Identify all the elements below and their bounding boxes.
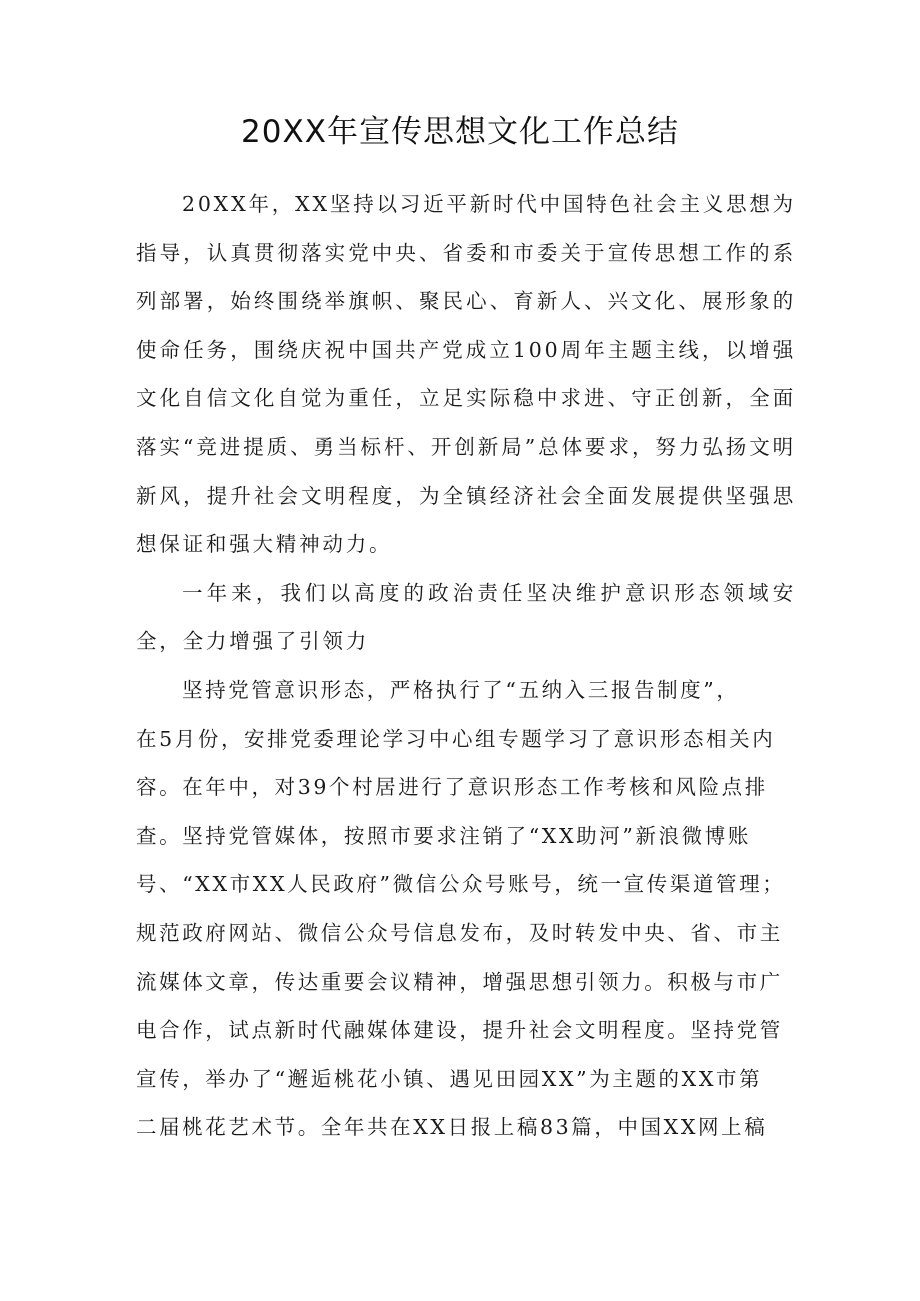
text-line: 宣传，举办了“邂逅桃花小镇、遇见田园XX”为主题的XX市第 [136, 1066, 763, 1091]
text-line: 号、“XX市XX人民政府”微信公众号账号，统一宣传渠道管理； [136, 872, 786, 897]
paragraph-ideology [136, 666, 796, 1152]
text-line: 查。坚持党管媒体，按照市要求注销了“XX助河”新浪微博账 [136, 823, 751, 848]
text-line: 在5月份，安排党委理论学习中心组专题学习了意识形态相关内 [136, 726, 776, 751]
text-line: 流媒体文章，传达重要会议精神，增强思想引领力。积极与市广 [136, 969, 783, 994]
paragraph-intro: 20XX年，XX坚持以习近平新时代中国特色社会主义思想为指导，认真贯彻落实党中央、省委和市委关于宣传思想工作的系列部署，始终围绕举旗帜、聚民心、育新人、兴文化、展形象的使命任务，围绕庆祝中国共产党成立100周年主题主线，以增强文化自信文化自觉为重任，立足实际稳中求进、守正创新，全面落实“竞进提质、勇当标杆、开创新局”总体要求，努力弘扬文明新风，提升社会文明程度，为全镇经济社会全面发展提供坚强思想保证和强大精神动力。 [136, 192, 796, 557]
text-line: 坚持党管意识形态，严格执行了“五纳入三报告制度”， [182, 677, 740, 702]
paragraph-summary: 一年来，我们以高度的政治责任坚决维护意识形态领域安全，全力增强了引领力 [136, 580, 796, 654]
text-line: 规范政府网站、微信公众号信息发布，及时转发中央、省、市主 [136, 920, 783, 945]
document-body [136, 180, 796, 1152]
document-title: 20XX年宣传思想文化工作总结 [241, 114, 679, 150]
text-line: 二届桃花艺术节。全年共在XX日报上稿83篇，中国XX网上稿 [136, 1115, 768, 1140]
text-line: 容。在年中，对39个村居进行了意识形态工作考核和风险点排 [136, 775, 768, 800]
text-line: 电合作，试点新时代融媒体建设，提升社会文明程度。坚持党管 [136, 1018, 783, 1043]
